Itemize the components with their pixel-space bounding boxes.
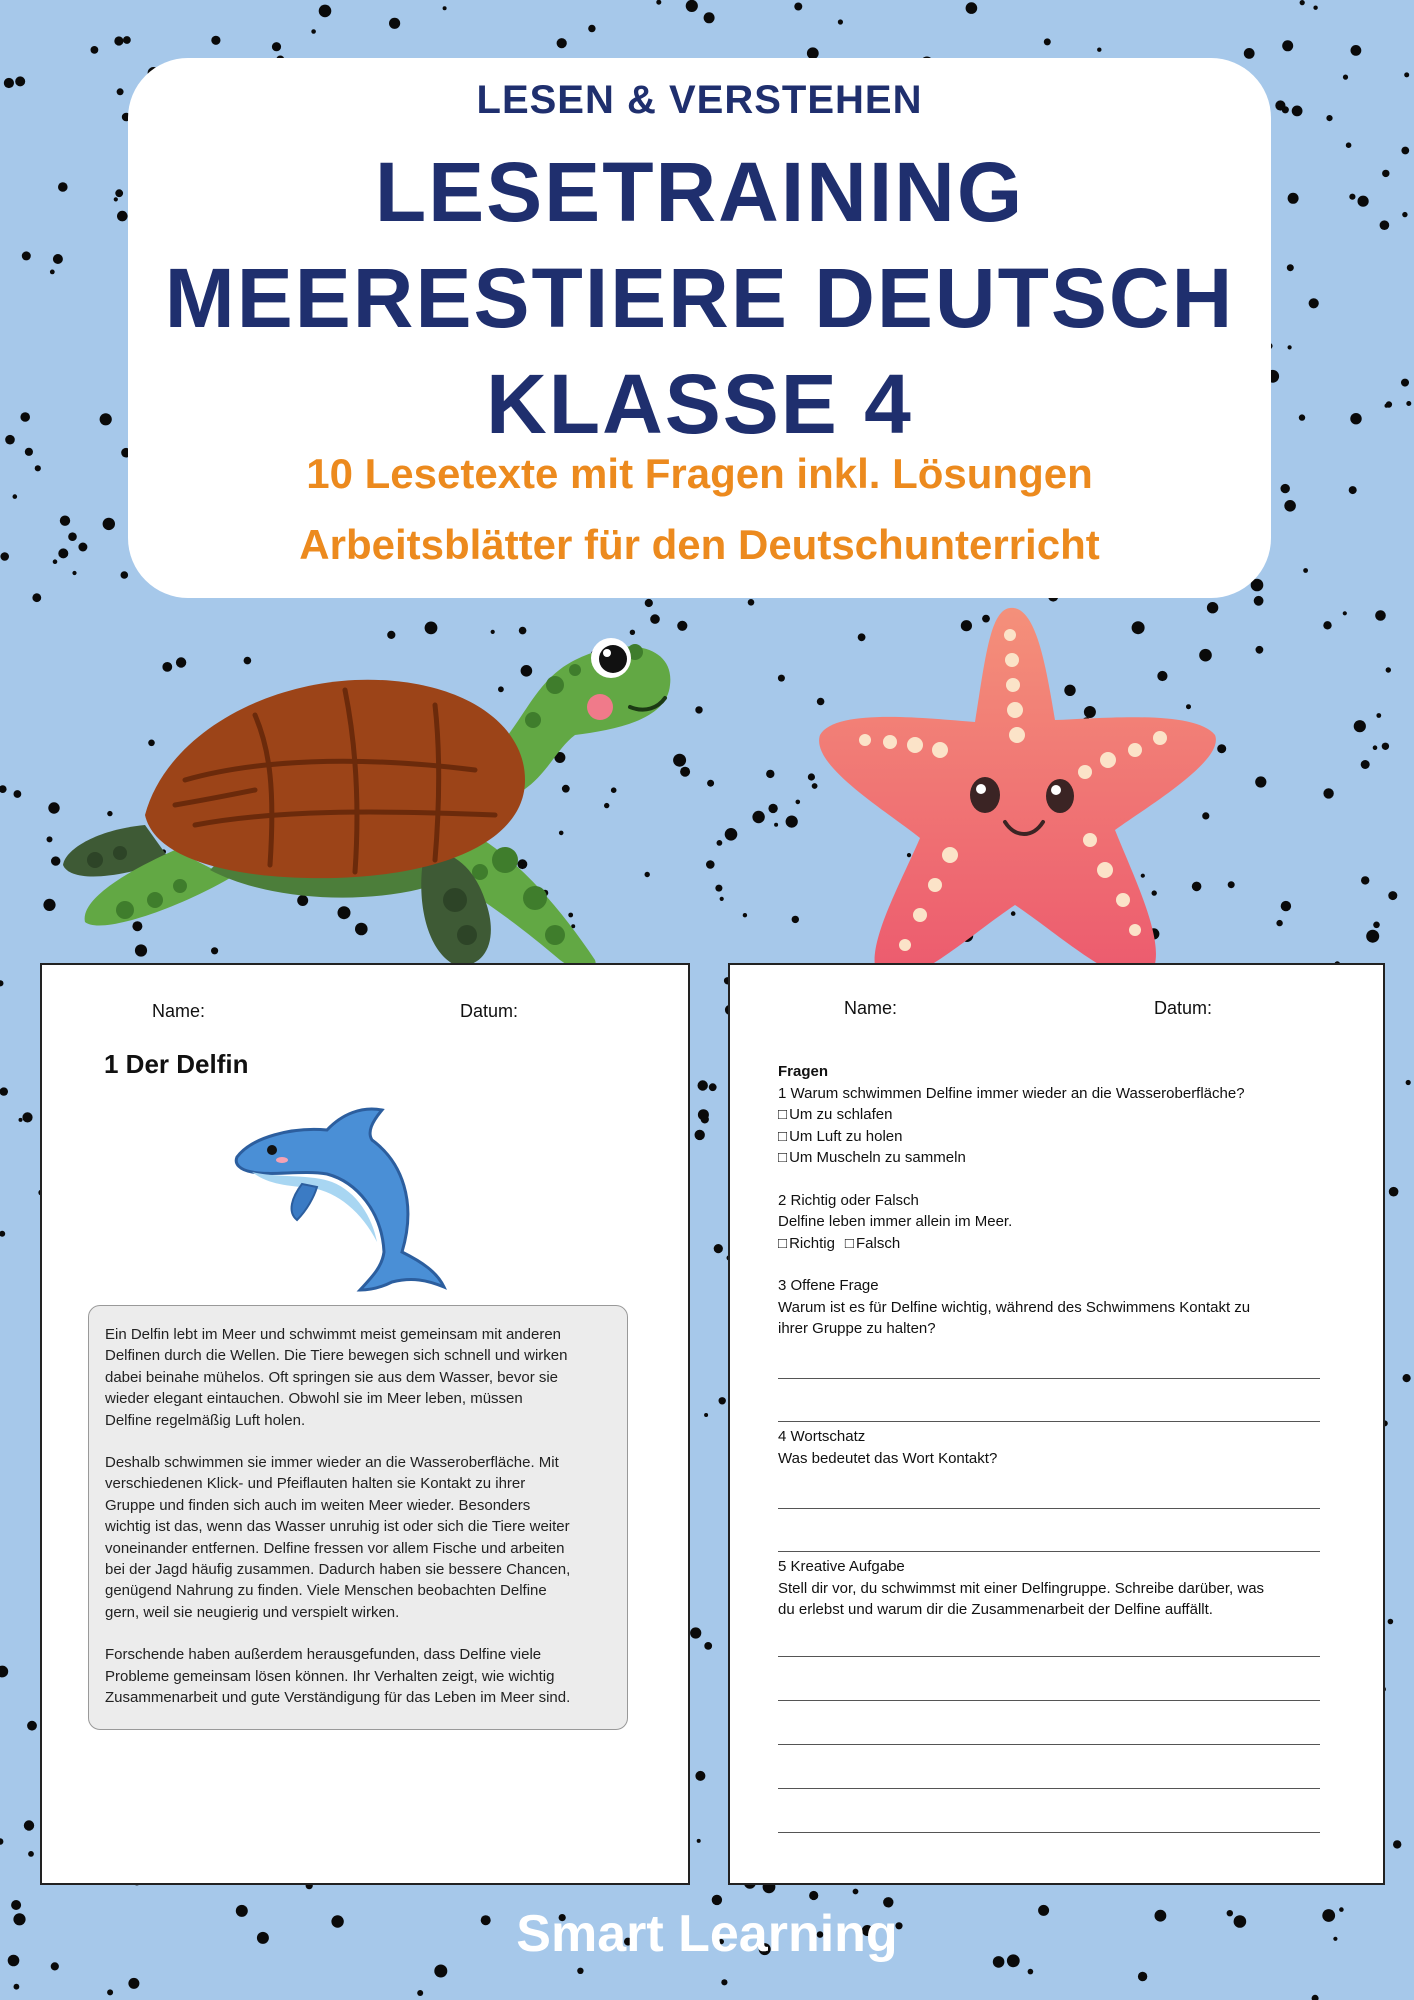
question-title: 5 Kreative Aufgabe — [778, 1558, 905, 1575]
answer-line[interactable] — [778, 1508, 1320, 1509]
date-label: Datum: — [460, 1001, 519, 1021]
answer-line[interactable] — [778, 1832, 1320, 1833]
text-line: wieder elegant eintauchen. Obwohl sie im Meer leben, müssen — [105, 1390, 523, 1408]
answer-line[interactable] — [778, 1378, 1320, 1379]
question-2 — [778, 1190, 1338, 1255]
worksheet-title: 1 Der Delfin — [104, 1049, 249, 1079]
question-title: 3 Offene Frage — [778, 1277, 879, 1294]
paragraph-3 — [105, 1644, 611, 1708]
answer-option[interactable]: □ Um Muscheln zu sammeln — [778, 1147, 1338, 1169]
text-line: Ein Delfin lebt im Meer und schwimmt meist gemeinsam mit anderen — [105, 1326, 561, 1343]
question-1 — [778, 1061, 1338, 1169]
text-line: dabei beinahe mühelos. Oft springen sie aus dem Wasser, bevor sie — [105, 1368, 559, 1386]
text-line: Zusammenarbeit und gute Verständigung für das Leben im Meer sind. — [105, 1689, 571, 1707]
answer-line[interactable] — [778, 1551, 1320, 1552]
text-line: gern, weil sie neugierig und verspielt wirken. — [105, 1603, 400, 1621]
paragraph-2 — [105, 1452, 611, 1623]
text-line: Forschende haben außerdem herausgefunden, dass Delfine viele — [105, 1646, 542, 1664]
main-title-line-2: MEERESTIERE DEUTSCH — [164, 251, 1235, 345]
text-line: verschiedenen Klick- und Pfeiflauten halten sie Kontakt zu ihrer — [105, 1475, 526, 1493]
paragraph-1 — [105, 1324, 611, 1431]
answer-line[interactable] — [778, 1421, 1320, 1422]
text-line: Probleme gemeinsam lösen können. Ihr Verhalten zeigt, wie wichtig — [105, 1667, 555, 1685]
subtitle-line-1: 10 Lesetexte mit Fragen inkl. Lösungen — [306, 450, 1093, 497]
answer-line[interactable] — [778, 1656, 1320, 1657]
name-label: Name: — [152, 1001, 206, 1021]
questions-heading: Fragen — [778, 1063, 829, 1080]
question-text: du erlebst und warum dir die Zusammenarbeit der Delfine auffällt. — [778, 1601, 1213, 1618]
answer-line[interactable] — [778, 1700, 1320, 1701]
text-line: Gruppe und finden sich auch im weiten Meer wieder. Besonders — [105, 1496, 531, 1514]
dolphin-illustration — [232, 1092, 472, 1292]
question-4 — [778, 1426, 1338, 1469]
questions-list — [778, 1061, 1338, 1361]
main-title-line-1: LESETRAINING — [374, 145, 1025, 239]
name-label: Name: — [844, 998, 898, 1018]
main-title-line-3: KLASSE 4 — [486, 357, 913, 451]
answer-option[interactable]: □ Um zu schlafen — [778, 1104, 1338, 1126]
sea-turtle-illustration — [55, 610, 685, 980]
worksheet-reading-text — [40, 963, 690, 1885]
answer-option[interactable]: □ Um Luft zu holen — [778, 1126, 1338, 1148]
title-card — [128, 58, 1271, 598]
text-line: genügend Nahrung zu finden. Viele Menschen beobachten Delfine — [105, 1582, 547, 1600]
question-5 — [778, 1556, 1338, 1621]
question-text: Warum ist es für Delfine wichtig, während des Schwimmens Kontakt zu — [778, 1298, 1251, 1316]
question-text: Stell dir vor, du schwimmst mit einer Delfingruppe. Schreibe darüber, was — [778, 1579, 1265, 1597]
question-3 — [778, 1275, 1338, 1340]
text-line: wichtig ist das, wenn das Wasser unruhig ist oder sich die Tiere weiter — [105, 1518, 570, 1536]
subtitle-line-2: Arbeitsblätter für den Deutschunterricht — [299, 521, 1100, 568]
reading-text-box — [88, 1305, 628, 1730]
starfish-illustration — [805, 600, 1225, 1000]
worksheet-questions — [728, 963, 1385, 1885]
text-line: voneinander entfernen. Delfine fressen vor allem Fische und arbeiten — [105, 1539, 565, 1557]
question-text: Delfine leben immer allein im Meer. — [778, 1213, 1013, 1230]
text-line: bei der Jagd häufig zusammen. Dadurch haben sie bessere Chancen, — [105, 1561, 571, 1579]
text-line: Delfine regelmäßig Luft holen. — [105, 1411, 306, 1429]
kicker-text: LESEN & VERSTEHEN — [476, 78, 923, 122]
question-text: ihrer Gruppe zu halten? — [778, 1320, 936, 1337]
date-label: Datum: — [1154, 998, 1213, 1018]
answer-line[interactable] — [778, 1788, 1320, 1789]
answer-option-true[interactable]: □ Richtig — [778, 1235, 835, 1252]
question-text: 1 Warum schwimmen Delfine immer wieder an die Wasseroberfläche? — [778, 1084, 1245, 1102]
brand-logo-text: Smart Learning — [516, 1905, 898, 1963]
text-line: Deshalb schwimmen sie immer wieder an die Wasseroberfläche. Mit — [105, 1454, 559, 1472]
question-text: Was bedeutet das Wort Kontakt? — [778, 1449, 998, 1467]
text-line: Delfinen durch die Wellen. Die Tiere bewegen sich schnell und wirken — [105, 1347, 568, 1365]
question-title: 4 Wortschatz — [778, 1428, 866, 1445]
answer-option-false[interactable]: □ Falsch — [845, 1235, 900, 1252]
answer-line[interactable] — [778, 1744, 1320, 1745]
question-title: 2 Richtig oder Falsch — [778, 1191, 919, 1209]
